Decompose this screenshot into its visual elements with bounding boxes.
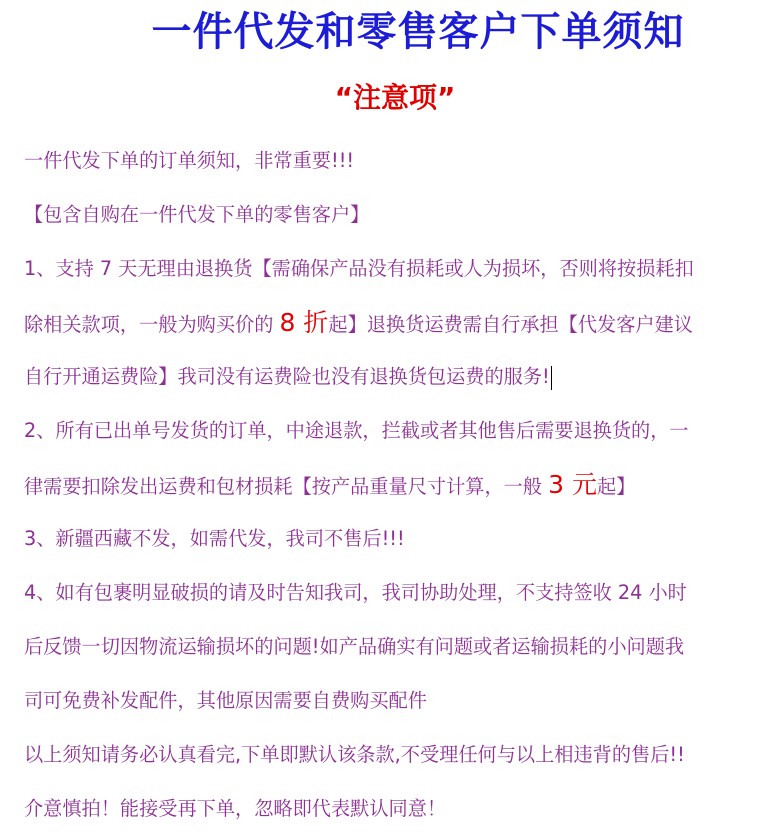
- page-title: 一件代发和零售客户下单须知: [151, 9, 685, 55]
- item1-line3-text: 自行开通运费险】我司没有运费险也没有退换货包运费的服务!: [24, 365, 550, 388]
- item2-fee: 3 元: [548, 470, 598, 499]
- page-subtitle: “注意项”: [334, 81, 456, 114]
- item3-text: 3、新疆西藏不发，如需代发，我司不售后!!!: [24, 527, 405, 550]
- item2-line2-post: 起】: [597, 475, 636, 498]
- item1-line2: [24, 296, 746, 350]
- item4-line1: 4、如有包裹明显破损的请及时告知我司，我司协助处理，不支持签收 24 小时: [24, 581, 687, 604]
- item1-line3: [24, 350, 746, 404]
- item1-line1: 1、支持 7 天无理由退换货【需确保产品没有损耗或人为损坏，否则将按损耗扣: [24, 257, 694, 280]
- notice-body: [24, 134, 746, 836]
- item1-line2-post: 起】退换货运费需自行承担【代发客户建议: [328, 313, 693, 336]
- scope-text: 【包含自购在一件代发下单的零售客户】: [24, 203, 370, 226]
- intro-text: 一件代发下单的订单须知，非常重要!!!: [24, 149, 355, 172]
- item2-line2: [24, 458, 746, 512]
- item1-line2-pre: 除相关款项，一般为购买价的: [24, 313, 280, 336]
- closing-line2: 介意慎拍！能接受再下单，忽略即代表默认同意！: [24, 797, 447, 820]
- item2-line1: 2、所有已出单号发货的订单，中途退款，拦截或者其他售后需要退换货的，一: [24, 419, 689, 442]
- item4-line2: 后反馈一切因物流运输损坏的问题!如产品确实有问题或者运输损耗的小问题我: [24, 635, 685, 658]
- text-cursor: [551, 366, 552, 390]
- item1-discount: 8 折: [279, 308, 329, 337]
- item2-line2-pre: 律需要扣除发出运费和包材损耗【按产品重量尺寸计算，一般: [24, 475, 549, 498]
- closing-line1: 以上须知请务必认真看完,下单即默认该条款,不受理任何与以上相违背的售后!!: [24, 743, 685, 766]
- item4-line3: 司可免费补发配件，其他原因需要自费购买配件: [24, 689, 427, 712]
